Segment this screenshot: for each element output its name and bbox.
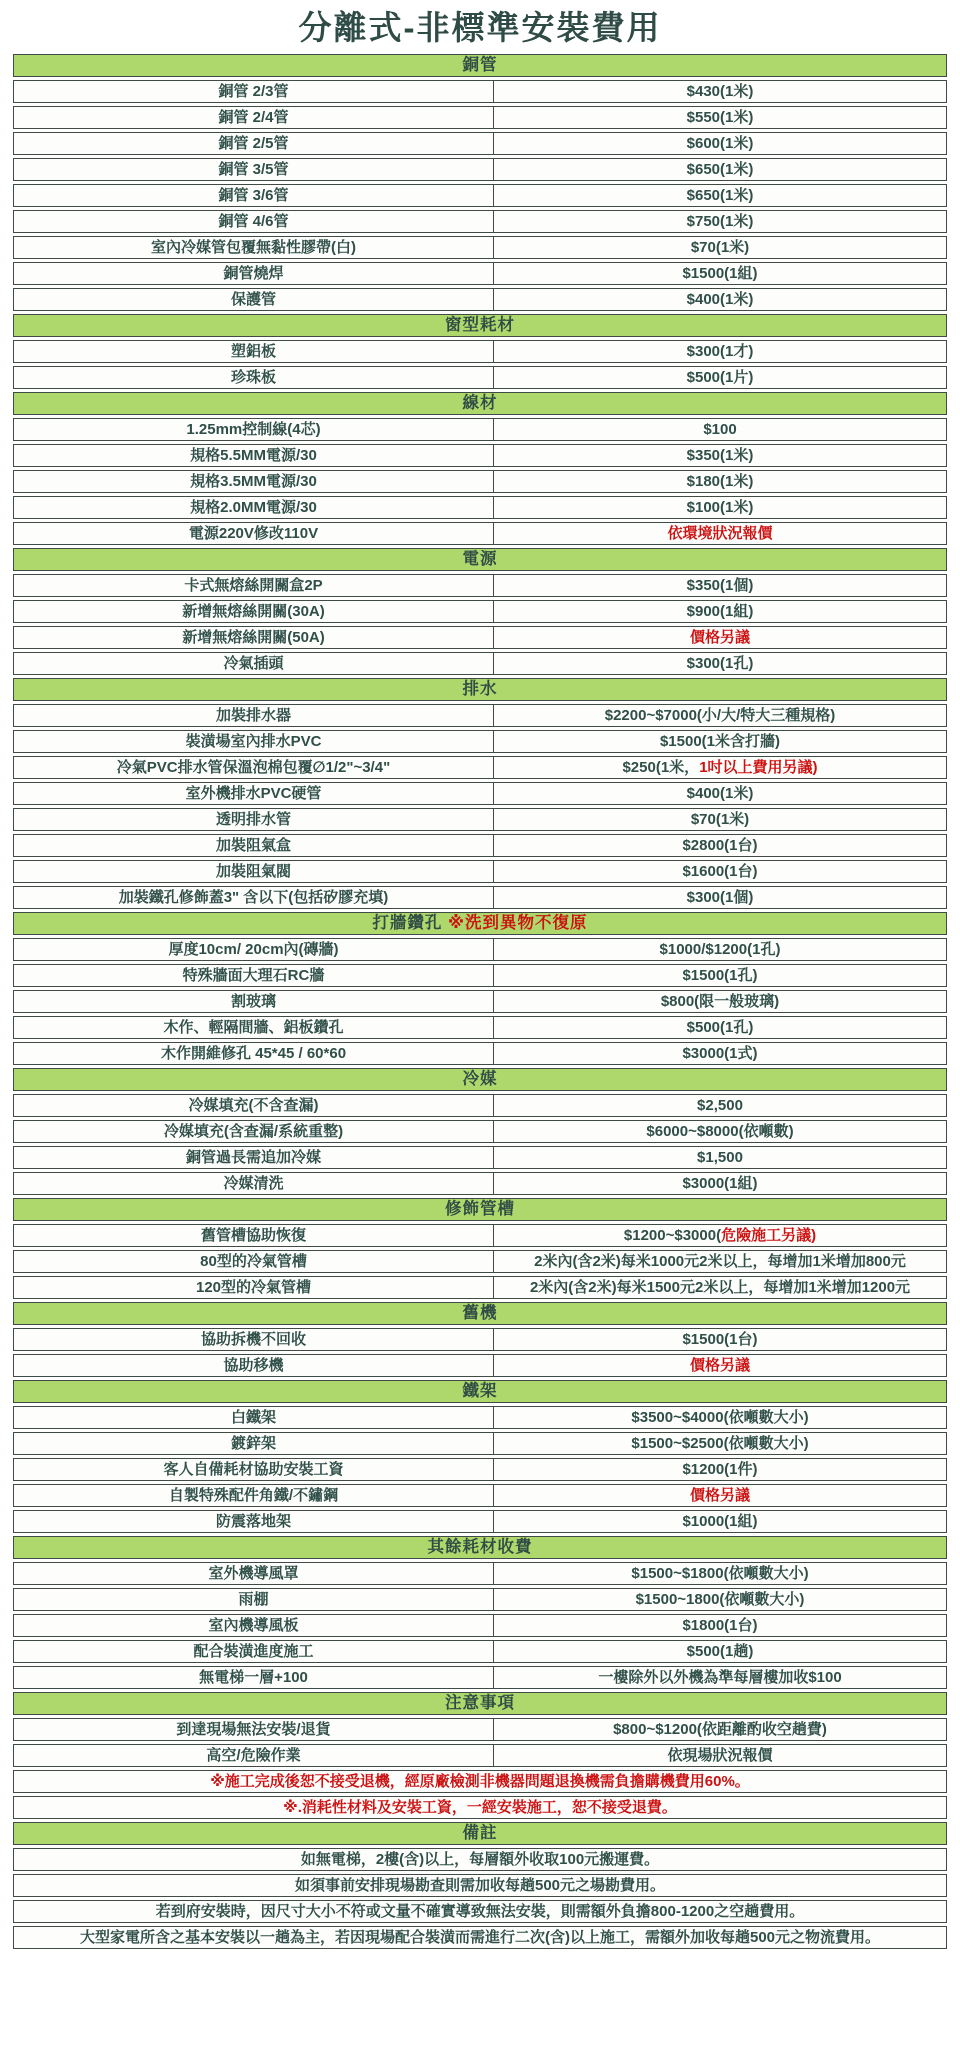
item-label: 舊管槽協助恢復 [13,1224,494,1247]
table-row [13,600,947,623]
item-value-text: $1200~$3000( [623,1227,722,1244]
item-label: 加裝排水器 [13,704,494,727]
section-title: 鐵架 [462,1382,498,1400]
item-value: $100(1米) [494,496,947,519]
item-label: 木作、輕隔間牆、鋁板鑽孔 [13,1016,494,1039]
item-label: 新增無熔絲開關(50A) [13,626,494,649]
item-label: 加裝鐵孔修飾蓋3" 含以下(包括矽膠充填) [13,886,494,909]
table-row [13,288,947,311]
item-label: 銅管 2/5管 [13,132,494,155]
table-row [13,184,947,207]
item-label: 珍珠板 [13,366,494,389]
item-value: $3500~$4000(依噸數大小) [494,1406,947,1429]
item-label: 自製特殊配件角鐵/不鏽鋼 [13,1484,494,1507]
page-title: 分離式-非標準安裝費用 [298,9,662,46]
item-value: $800(限一般玻璃) [494,990,947,1013]
section-header [13,1692,947,1715]
table-row [13,1016,947,1039]
item-label: 室內機導風板 [13,1614,494,1637]
table-row [13,366,947,389]
item-label: 配合裝潢進度施工 [13,1640,494,1663]
fee-table [13,51,947,1952]
item-label: 電源220V修改110V [13,522,494,545]
item-value: 一樓除外以外機為準每層樓加收$100 [494,1666,947,1689]
table-row [13,1848,947,1871]
item-value: $400(1米) [494,782,947,805]
table-row [13,1224,947,1247]
item-label: 銅管 2/3管 [13,80,494,103]
item-label: 銅管 3/6管 [13,184,494,207]
item-value: 2米內(含2米)每米1500元2米以上，每增加1米增加1200元 [494,1276,947,1299]
item-value: $300(1孔) [494,652,947,675]
item-label: 協助移機 [13,1354,494,1377]
item-label: 鍍鋅架 [13,1432,494,1455]
section-title: 窗型耗材 [445,316,515,334]
section-title: 修飾管槽 [445,1200,515,1218]
section-header-row [13,912,947,935]
item-label: 白鐵架 [13,1406,494,1429]
section-title: 備註 [462,1824,498,1842]
table-row [13,756,947,779]
item-value: $1500(1台) [494,1328,947,1351]
section-header [13,912,947,935]
item-value: $500(1片) [494,366,947,389]
table-row [13,340,947,363]
item-value-warning: 危險施工另議) [721,1227,817,1244]
item-label: 到達現場無法安裝/退貨 [13,1718,494,1741]
table-row [13,470,947,493]
item-value: 依現場狀況報價 [494,1744,947,1767]
table-row [13,80,947,103]
table-row [13,1120,947,1143]
table-row [13,1484,947,1507]
item-value: $900(1組) [494,600,947,623]
item-label: 加裝阻氣閥 [13,860,494,883]
item-value [494,756,947,779]
item-label: 銅管 2/4管 [13,106,494,129]
table-row [13,1510,947,1533]
item-label: 裝潢場室內排水PVC [13,730,494,753]
section-title: 注意事項 [445,1694,515,1712]
section-header [13,548,947,571]
table-row [13,158,947,181]
item-value: $430(1米) [494,80,947,103]
item-value: $1500(1組) [494,262,947,285]
section-header [13,1536,947,1559]
section-header-row [13,1068,947,1091]
table-row [13,1276,947,1299]
item-value: 價格另議 [494,626,947,649]
item-label: 銅管過長需追加冷媒 [13,1146,494,1169]
table-row [13,938,947,961]
item-value: $1200(1件) [494,1458,947,1481]
section-header [13,1198,947,1221]
item-value: $300(1個) [494,886,947,909]
section-title: 打牆鑽孔 [372,914,449,932]
item-label: 室外機排水PVC硬管 [13,782,494,805]
item-value: $500(1孔) [494,1016,947,1039]
item-value: $600(1米) [494,132,947,155]
item-label: 120型的冷氣管槽 [13,1276,494,1299]
note-cell: 如無電梯，2樓(含)以上，每層額外收取100元搬運費。 [13,1848,947,1871]
section-header [13,1380,947,1403]
table-row [13,808,947,831]
table-row [13,1406,947,1429]
item-value: $1600(1台) [494,860,947,883]
item-value: $2200~$7000(小/大/特大三種規格) [494,704,947,727]
section-header-row [13,1822,947,1845]
item-value: $180(1米) [494,470,947,493]
section-header-row [13,392,947,415]
item-label: 特殊牆面大理石RC牆 [13,964,494,987]
table-row [13,1588,947,1611]
table-row [13,652,947,675]
table-row [13,262,947,285]
section-header-row [13,1380,947,1403]
section-title: 排水 [462,680,498,698]
item-value: $70(1米) [494,236,947,259]
item-value: $2,500 [494,1094,947,1117]
section-header-row [13,1198,947,1221]
item-value: 價格另議 [494,1354,947,1377]
item-label: 厚度10cm/ 20cm內(磚牆) [13,938,494,961]
item-label: 割玻璃 [13,990,494,1013]
item-label: 80型的冷氣管槽 [13,1250,494,1273]
item-value: $650(1米) [494,158,947,181]
section-header-row [13,54,947,77]
note-cell: ※施工完成後恕不接受退機，經原廠檢測非機器問題退換機需負擔購機費用60%。 [13,1770,947,1793]
item-value: 價格另議 [494,1484,947,1507]
section-title: 冷媒 [462,1070,498,1088]
item-label: 高空/危險作業 [13,1744,494,1767]
item-label: 保護管 [13,288,494,311]
item-value [494,1224,947,1247]
item-value: $3000(1式) [494,1042,947,1065]
table-row [13,1666,947,1689]
item-label: 冷媒填充(不含查漏) [13,1094,494,1117]
section-header-row [13,1302,947,1325]
item-value: $800~$1200(依距離酌收空趟費) [494,1718,947,1741]
section-header [13,314,947,337]
table-row [13,1094,947,1117]
item-value: $500(1趟) [494,1640,947,1663]
table-row [13,444,947,467]
table-row [13,1562,947,1585]
section-header [13,678,947,701]
table-row [13,1354,947,1377]
item-label: 塑鋁板 [13,340,494,363]
table-row [13,418,947,441]
item-value: $1500(1米含打牆) [494,730,947,753]
item-value: $1000/$1200(1孔) [494,938,947,961]
item-label: 1.25mm控制線(4芯) [13,418,494,441]
item-label: 室內冷媒管包覆無黏性膠帶(白) [13,236,494,259]
item-value-text: $250(1米， [622,759,700,776]
item-label: 卡式無熔絲開關盒2P [13,574,494,597]
table-row [13,1796,947,1819]
section-header-row [13,1692,947,1715]
item-label: 冷氣插頭 [13,652,494,675]
item-label: 冷媒填充(含查漏/系統重整) [13,1120,494,1143]
item-value: $750(1米) [494,210,947,233]
item-label: 透明排水管 [13,808,494,831]
table-row [13,782,947,805]
item-value: $1500~$2500(依噸數大小) [494,1432,947,1455]
section-header-row [13,314,947,337]
section-header-row [13,548,947,571]
item-value: $1000(1組) [494,1510,947,1533]
item-value: $650(1米) [494,184,947,207]
table-row [13,236,947,259]
item-label: 銅管燒焊 [13,262,494,285]
section-title: 線材 [462,394,498,412]
table-row [13,1458,947,1481]
table-row [13,1146,947,1169]
table-row [13,834,947,857]
table-row [13,1926,947,1949]
item-label: 新增無熔絲開關(30A) [13,600,494,623]
item-value: $2800(1台) [494,834,947,857]
item-value: $70(1米) [494,808,947,831]
section-title: 舊機 [462,1304,498,1322]
fee-sheet-page [0,8,960,1952]
item-value: $100 [494,418,947,441]
item-value: $1800(1台) [494,1614,947,1637]
item-value-warning: 1吋以上費用另議) [699,759,818,776]
table-row [13,704,947,727]
table-row [13,730,947,753]
table-row [13,132,947,155]
section-header [13,54,947,77]
table-row [13,1640,947,1663]
item-value: 依環境狀況報價 [494,522,947,545]
table-row [13,1042,947,1065]
item-label: 加裝阻氣盒 [13,834,494,857]
item-value: $1500~$1800(依噸數大小) [494,1562,947,1585]
table-row [13,522,947,545]
item-label: 防震落地架 [13,1510,494,1533]
table-row [13,860,947,883]
section-header [13,1822,947,1845]
item-label: 規格5.5MM電源/30 [13,444,494,467]
item-value: $1500~1800(依噸數大小) [494,1588,947,1611]
note-cell: 如須事前安排現場勘查則需加收每趟500元之場勘費用。 [13,1874,947,1897]
table-row [13,1874,947,1897]
table-row [13,1328,947,1351]
table-row [13,1770,947,1793]
item-label: 客人自備耗材協助安裝工資 [13,1458,494,1481]
section-header-row [13,1536,947,1559]
item-label: 無電梯一層+100 [13,1666,494,1689]
item-value: $350(1個) [494,574,947,597]
note-cell: 若到府安裝時，因尺寸大小不符或文量不確實導致無法安裝，則需額外負擔800-1200之空趟費用。 [13,1900,947,1923]
table-row [13,1432,947,1455]
table-row [13,1718,947,1741]
item-value: $1,500 [494,1146,947,1169]
item-label: 銅管 3/5管 [13,158,494,181]
item-label: 冷氣PVC排水管保溫泡棉包覆∅1/2"~3/4" [13,756,494,779]
item-label: 雨棚 [13,1588,494,1611]
note-cell: ※.消耗性材料及安裝工資，一經安裝施工，恕不接受退費。 [13,1796,947,1819]
table-row [13,990,947,1013]
section-header [13,1302,947,1325]
item-label: 協助拆機不回收 [13,1328,494,1351]
item-label: 規格2.0MM電源/30 [13,496,494,519]
item-value: $550(1米) [494,106,947,129]
item-label: 銅管 4/6管 [13,210,494,233]
section-title: 電源 [462,550,498,568]
section-header-row [13,678,947,701]
table-row [13,886,947,909]
table-row [13,574,947,597]
section-title: 銅管 [462,56,498,74]
item-label: 冷媒清洗 [13,1172,494,1195]
table-row [13,1250,947,1273]
table-row [13,1900,947,1923]
item-label: 室外機導風罩 [13,1562,494,1585]
note-cell: 大型家電所含之基本安裝以一趟為主，若因現場配合裝潢而需進行二次(含)以上施工，需額外加收每趟500元之物流費用。 [13,1926,947,1949]
item-value: $1500(1孔) [494,964,947,987]
section-header [13,392,947,415]
item-label: 木作開維修孔 45*45 / 60*60 [13,1042,494,1065]
item-value: $350(1米) [494,444,947,467]
section-title-warning: ※洗到異物不復原 [448,914,588,932]
section-header [13,1068,947,1091]
section-title: 其餘耗材收費 [427,1538,533,1556]
table-row [13,210,947,233]
item-value: $6000~$8000(依噸數) [494,1120,947,1143]
item-value: 2米內(含2米)每米1000元2米以上，每增加1米增加800元 [494,1250,947,1273]
table-row [13,1172,947,1195]
item-value: $3000(1組) [494,1172,947,1195]
table-row [13,1744,947,1767]
item-value: $400(1米) [494,288,947,311]
item-value: $300(1才) [494,340,947,363]
table-row [13,106,947,129]
table-row [13,496,947,519]
table-row [13,964,947,987]
fee-table-body [13,54,947,1949]
table-row [13,1614,947,1637]
table-row [13,626,947,649]
item-label: 規格3.5MM電源/30 [13,470,494,493]
